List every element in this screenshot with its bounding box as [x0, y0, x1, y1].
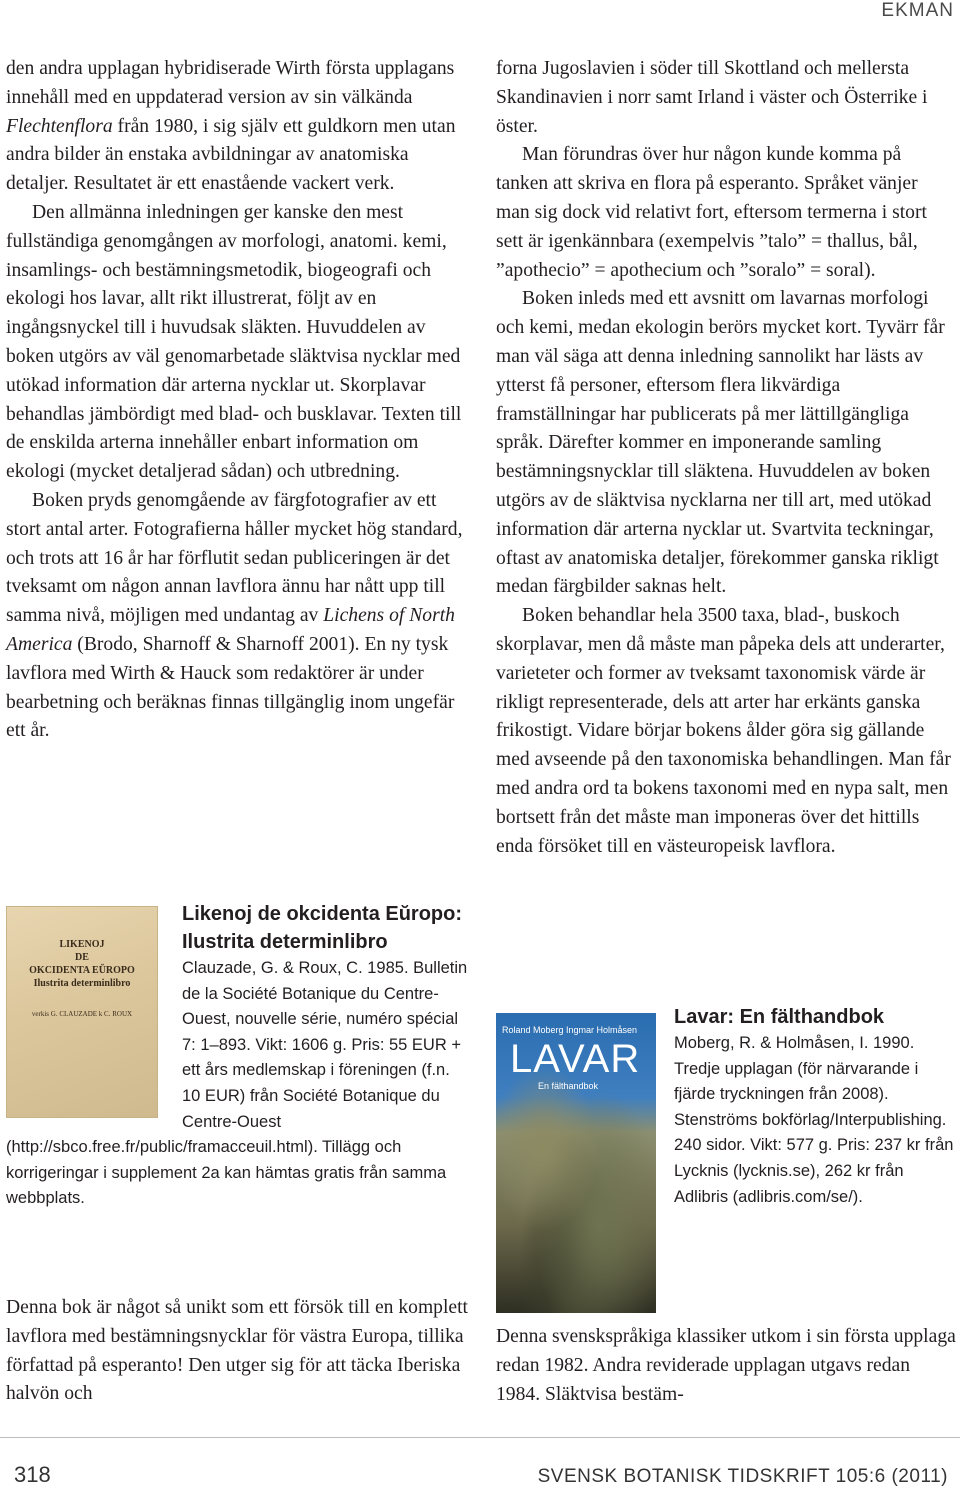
review-details: Clauzade, G. & Roux, C. 1985. Bulletin de la Société Botanique du Centre-Ouest, nouvelle série, numéro spécial 7: 1–893. Vikt: 1606 g. Pris: 55 EUR + ett års medlemskap i föreningen (f.n. 10 EUR) från Société Botanique du Centre-Ouest (http://sbco.free.fr/public/framacceuil.html). Tillägg och korrigeringar i supplement 2a kan hämtas gratis från samma webbplats. [6, 959, 468, 1208]
cover-text: LIKENOJ DE OKCIDENTA EŬROPO Ilustrita determinlibro verkis G. CLAUZADE k C. ROUX [29, 939, 135, 1018]
left-paragraph-4: Denna bok är något så unikt som ett försök till en komplett lavflora med bestämningsnycklar för västra Europa, tillika författad på esperanto! Den utger sig för att täcka Iberiska halvön och [6, 1297, 469, 1405]
cover-title: LAVAR [510, 1037, 641, 1081]
review-title: Likenoj de okcidenta Eŭropo: Ilustrita determinlibro [182, 903, 463, 953]
right-paragraph-4: Boken behandlar hela 3500 taxa, blad-, buskoch skorplavar, men då måste man påpeka dels att underarter, varieteter och former av tveksamt taxonomisk värde är rikligt representerade, dels att arter har erkänts ganska frikostigt. Vidare börjar bokens ålder göra sig gällande med avseende på den taxonomiska behandlingen. Man får med andra ord ta bokens taxonomi med en nypa salt, men bortsett från det måste man imponeras över det hittills enda försöket till en västeuropeisk lavflora. [496, 605, 951, 857]
right-column [496, 55, 956, 861]
cover-subtitle: En fälthandbok [538, 1081, 599, 1091]
book-review-lavar [496, 1003, 958, 1325]
right-paragraph-2: Man förundras över hur någon kunde komma på tanken att skriva en flora på esperanto. Språket vänjer man sig dock vid relativt fort, eftersom termerna i stort sett är igenkännbara (exempelvis ”talo” = thallus, bål, ”apothecio” = apothecium och ”soralo” = soral). [496, 144, 927, 281]
cover-authors: Roland Moberg Ingmar Holmåsen [502, 1025, 638, 1035]
left-paragraph-1: den andra upplagan hybridiserade Wirth första upplagans innehåll med en uppdaterad version av sin välkända Flechtenflora från 1980, i sig själv ett guldkorn men utan andra bilder än enstaka avbildningar av anatomiska detaljer. Resultatet är ett enastående vackert verk. [6, 58, 456, 195]
journal-name: SVENSK BOTANISK TIDSKRIFT 105:6 (2011) [537, 1466, 948, 1487]
right-paragraph-3: Boken inleds med ett avsnitt om lavarnas morfologi och kemi, medan ekologin berörs mycket kort. Tyvärr får man väl säga att denna inledning sannolikt har lästs av ytterst få personer, eftersom flera likvärdiga framställningar har publicerats på mer lättillgängliga språk. Därefter kommer en imponerande samling bestämningsnycklar till släktena. Huvuddelen av boken utgörs av de släktvisa nycklarna ner till art, med utökad information där arterna nycklar ut. Svartvita teckningar, oftast av anatomiska detaljer, förekommer ganska rikligt medan färgbilder saknas helt. [496, 288, 945, 598]
left-paragraph-3: Boken pryds genomgående av färgfotografier av ett stort antal arter. Fotografierna håller mycket hög standard, och trots att 16 år har förflutit sedan publiceringen är det tveksamt om någon annan lavflora ännu har nått upp till samma nivå, möjligen med undantag av Lichens of North America (Brodo, Sharnoff & Sharnoff 2001). En ny tysk lavflora med Wirth & Hauck som redaktörer är under bearbetning och beräknas finnas tillgänglig inom ungefär ett år. [6, 489, 463, 742]
left-column-continued [6, 1294, 468, 1409]
book-review-likenoj [6, 900, 468, 1212]
left-column [6, 55, 468, 746]
right-paragraph-1: forna Jugoslavien i söder till Skottland och mellersta Skandinavien i norr samt Irland i väster och Österrike i öster. [496, 58, 928, 137]
right-column-continued [496, 1323, 958, 1409]
book-cover-likenoj [6, 906, 158, 1118]
review-details: Moberg, R. & Holmåsen, I. 1990. Tredje upplagan (för närvarande i fjärde tryckningen från 2008). Stenströms bokförlag/Interpublishing. 240 sidor. Vikt: 577 g. Pris: 237 kr från Lycknis (lycknis.se), 262 kr från Adlibris (adlibris.com/se/). [674, 1034, 954, 1206]
left-paragraph-2: Den allmänna inledningen ger kanske den mest fullständiga genomgången av morfologi, anatomi. kemi, insamlings- och bestämningsmetodik, biogeografi och ekologi hos lavar, allt rikt illustrerat, följt av en ingångsnyckel till i huvudsak släkten. Huvuddelen av boken utgörs av väl genomarbetade släktvisa nycklar med utökad information där arterna nycklar ut. Skorplavar behandlas jämbördigt med blad- och busklavar. Texten till de enskilda arterna innehåller enbart information om ekologi (mycket detaljerad sådan) och utbredning. [6, 201, 462, 483]
review-title: Lavar: En fälthandbok [674, 1006, 885, 1028]
running-header-author: EKMAN [881, 0, 954, 21]
book-cover-lavar [496, 1013, 656, 1313]
page-number: 318 [14, 1462, 51, 1487]
right-paragraph-5: Denna svenskspråkiga klassiker utkom i sin första upplaga redan 1982. Andra reviderade upplagan utgavs redan 1984. Släktvisa bestäm- [496, 1326, 956, 1405]
footer-divider [0, 1437, 960, 1438]
